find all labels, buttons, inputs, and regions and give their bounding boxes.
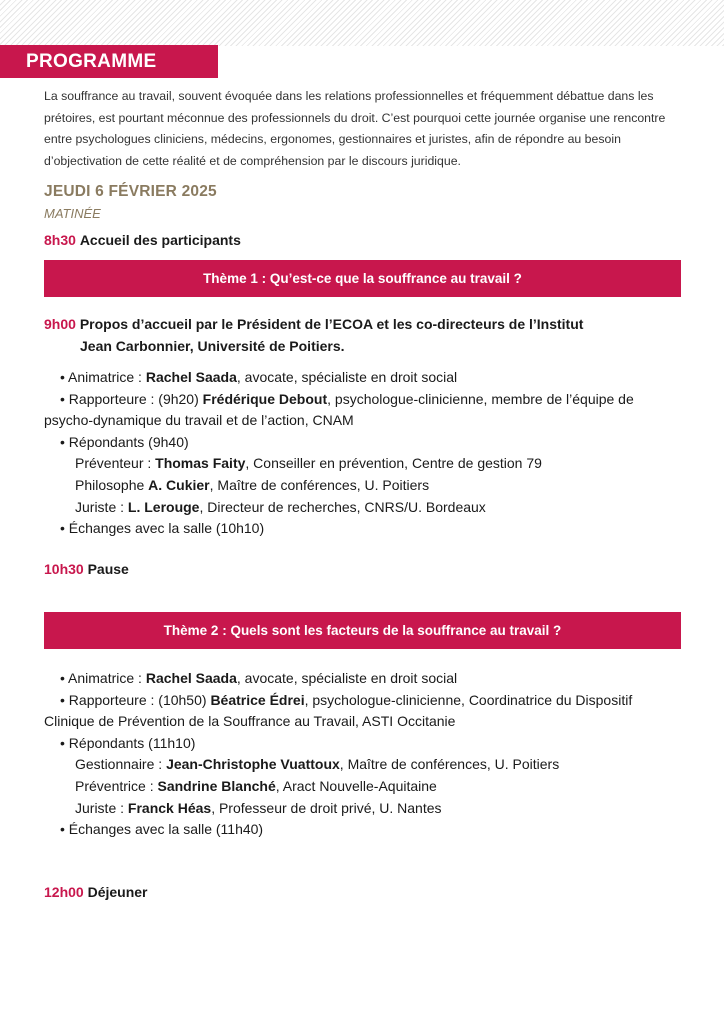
repondants-label: • Répondants (9h40) (60, 433, 189, 450)
echanges-row: • Échanges avec la salle (10h10) (60, 520, 265, 537)
rapporteure-row: • Rapporteure : (9h20) Frédérique Debout, psychologue-clinicienne, membre de l’équipe de (60, 390, 634, 407)
theme2-title: Thème 2 : Quels sont les facteurs de la souffrance au travail ? (163, 623, 562, 638)
header-hatch-pattern (0, 0, 724, 46)
rapporteure-row: • Rapporteure : (10h50) Béatrice Édrei, psychologue-clinicienne, Coordinatrice du Dispositif (60, 691, 633, 708)
time-label: 9h00 (44, 316, 76, 332)
echanges-row: • Échanges avec la salle (11h40) (60, 821, 264, 838)
rapporteure-row-continued: Clinique de Prévention de la Souffrance au Travail, ASTI Occitanie (44, 713, 456, 730)
repondant-row: Préventrice : Sandrine Blanché, Aract Nouvelle-Aquitaine (75, 777, 437, 794)
theme1-title: Thème 1 : Qu’est-ce que la souffrance au travail ? (203, 271, 522, 286)
animatrice-row: • Animatrice : Rachel Saada, avocate, spécialiste en droit social (60, 670, 458, 686)
repondants-label: • Répondants (11h10) (60, 734, 196, 751)
repondant-row: Juriste : L. Lerouge, Directeur de recherches, CNRS/U. Bordeaux (75, 498, 486, 515)
schedule-dejeuner (44, 884, 148, 900)
time-label: 10h30 (44, 561, 84, 577)
repondant-row: Juriste : Franck Héas, Professeur de droit privé, U. Nantes (75, 799, 442, 816)
time-label: 8h30 (44, 232, 76, 248)
repondant-row: Gestionnaire : Jean-Christophe Vuattoux, Maître de conférences, U. Poitiers (75, 756, 560, 773)
time-label: 12h00 (44, 884, 84, 900)
opening-line2: Jean Carbonnier, Université de Poitiers. (80, 338, 345, 354)
opening-line1: Propos d’accueil par le Président de l’ECOA et les co-directeurs de l’Institut (79, 316, 584, 332)
repondant-row: Philosophe A. Cukier, Maître de conférences, U. Poitiers (75, 476, 430, 493)
event-label: Pause (87, 561, 129, 577)
programme-banner (0, 45, 218, 78)
day-heading: JEUDI 6 FÉVRIER 2025 (44, 183, 217, 200)
animatrice-name: Rachel Saada (145, 670, 237, 686)
rapporteure-row-continued: psycho-dynamique du travail et de l’action, CNAM (44, 412, 354, 429)
intro-paragraph: La souffrance au travail, souvent évoquée dans les relations professionnelles et fréquemment débattue dans les prétoires, est pourtant méconnue des professionnels du droit. C’est pourquoi cette journée organise une rencontre entre psychologues cliniciens, médecins, ergonomes, gestionnaires et juristes, afin de répondre au besoin d’objectivation de cette réalité et de compréhension par le discours juridique. (44, 89, 666, 168)
animatrice-name: Rachel Saada (145, 369, 237, 385)
theme1-banner (44, 260, 681, 297)
animatrice-row: • Animatrice : Rachel Saada, avocate, spécialiste en droit social (60, 369, 458, 385)
event-label: Déjeuner (87, 884, 148, 900)
period-label: MATINÉE (44, 206, 101, 221)
event-label: Accueil des participants (79, 232, 241, 248)
programme-title: PROGRAMME (26, 50, 157, 72)
rapporteure-name: Frédérique Debout (202, 390, 328, 407)
schedule-accueil (44, 232, 241, 248)
theme2-details (44, 668, 694, 841)
rapporteure-name: Béatrice Édrei (210, 691, 305, 708)
schedule-opening (44, 316, 583, 332)
schedule-pause (44, 561, 129, 577)
theme1-details (44, 367, 694, 540)
repondant-row: Préventeur : Thomas Faity, Conseiller en prévention, Centre de gestion 79 (75, 455, 542, 472)
theme2-banner (44, 612, 681, 649)
